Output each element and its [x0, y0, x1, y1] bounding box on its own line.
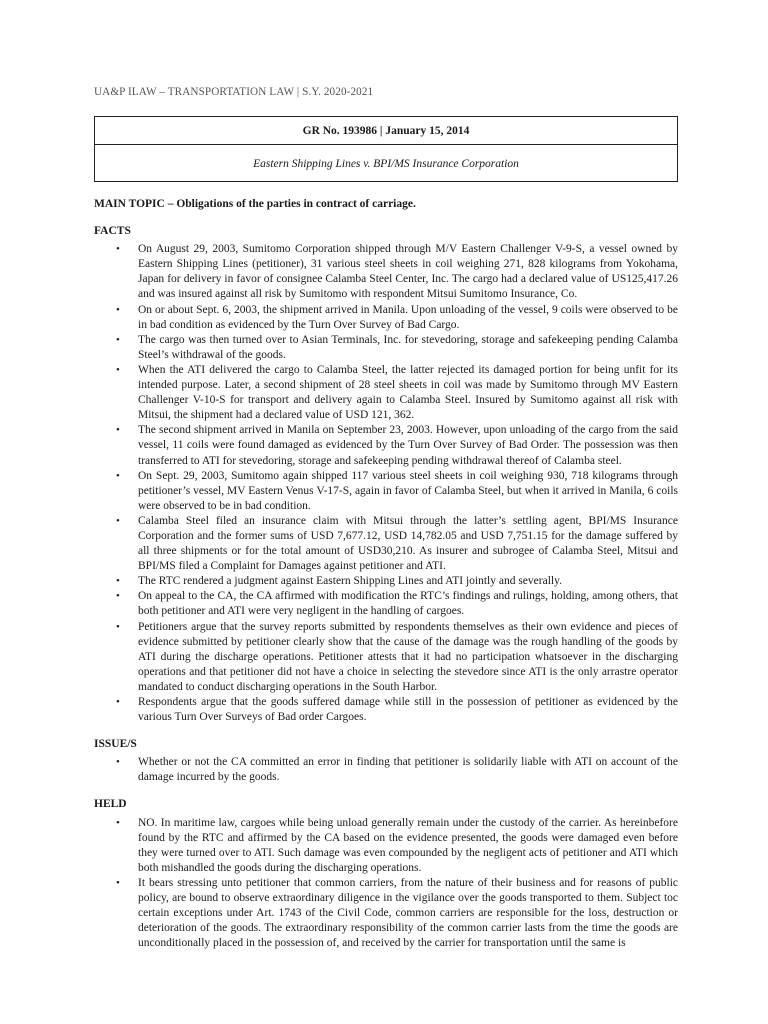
- bullet-icon: •: [116, 514, 120, 527]
- bullet-icon: •: [116, 363, 120, 376]
- list-item: [94, 363, 678, 423]
- case-caption-table: [94, 116, 678, 182]
- list-item: [94, 333, 678, 363]
- list-item-text: On Sept. 29, 2003, Sumitomo again shipped 117 various steel sheets in coil weighing 930, 718 kilograms through petitioner’s vessel, MV Eastern Venus V-17-S, again in favor of Calamba Steel, but when it arrived in Manila, 6 coils were observed to be in bad condition.: [138, 469, 678, 512]
- running-header: UA&P ILAW – TRANSPORTATION LAW | S.Y. 2020-2021: [94, 86, 374, 98]
- list-item-text: NO. In maritime law, cargoes while being unload generally remain under the custody of the carrier. As hereinbefore found by the RTC and affirmed by the CA based on the evidence presented, the goods were damaged even before they were turned over to ATI. Such damage was even compounded by the negligent acts of petitioner and ATI which both mishandled the goods during the discharging operations.: [138, 816, 678, 874]
- list-item-text: On August 29, 2003, Sumitomo Corporation shipped through M/V Eastern Challenger V-9-S, a vessel owned by Eastern Shipping Lines (petitioner), 31 various steel sheets in coil weighing 271, 828 kilograms from Yokohama, Japan for delivery in favor of consignee Calamba Steel Center, Inc. The cargo had a declared value of US125,417.26 and was insured against all risk by Sumitomo with respondent Mitsui Sumitomo Insurance, Co.: [138, 243, 678, 301]
- list-item: [94, 620, 678, 695]
- issues-list: [94, 755, 678, 785]
- list-item-text: Respondents argue that the goods suffered damage while still in the possession of petitioner as evidenced by the various Turn Over Surveys of Bad order Cargoes.: [138, 696, 678, 724]
- list-item: [94, 589, 678, 619]
- bullet-icon: •: [116, 333, 120, 346]
- main-topic: MAIN TOPIC – Obligations of the parties in contract of carriage.: [94, 198, 416, 210]
- list-item-text: Calamba Steel filed an insurance claim with Mitsui through the latter’s settling agent, BPI/MS Insurance Corporation and the former sums of USD 7,677.12, USD 14,782.05 and USD 7,751.15 for the damage suffered by all three shipments or for the total amount of USD30,210. As insurer and subrogee of Calamba Steel, Mitsui and BPI/MS filed a Complaint for Damages against petitioner and ATI.: [138, 514, 678, 573]
- list-item: [94, 695, 678, 725]
- list-item-text: On or about Sept. 6, 2003, the shipment arrived in Manila. Upon unloading of the vessel, 9 coils were observed to be in bad condition as evidenced by the Turn Over Survey of Bad Cargo.: [138, 303, 678, 331]
- held-list: [94, 816, 678, 952]
- list-item-text: When the ATI delivered the cargo to Calamba Steel, the latter rejected its damaged portion for being unfit for its intended purpose. Later, a second shipment of 28 steel sheets in coil was made by Sumitomo through MV Eastern Challenger V-10-S for transport and delivery again to Calamba Steel. Insured by Sumitomo against all risk with Mitsui, the shipment had a declared value of USD 121, 362.: [138, 363, 678, 422]
- bullet-icon: •: [116, 303, 120, 316]
- list-item: [94, 514, 678, 574]
- bullet-icon: •: [116, 876, 120, 889]
- facts-heading: FACTS: [94, 225, 131, 238]
- list-item: [94, 242, 678, 302]
- case-title: GR No. 193986 | January 15, 2014: [95, 117, 677, 145]
- list-item-text: The RTC rendered a judgment against Eastern Shipping Lines and ATI jointly and severally.: [138, 575, 562, 588]
- list-item: [94, 574, 678, 589]
- list-item: [94, 816, 678, 876]
- list-item-text: On appeal to the CA, the CA affirmed with modification the RTC’s findings and rulings, holding, among others, that both petitioner and ATI were very negligent in the handling of cargoes.: [138, 590, 678, 618]
- bullet-icon: •: [116, 575, 120, 588]
- bullet-icon: •: [116, 424, 120, 437]
- list-item: [94, 303, 678, 333]
- bullet-icon: •: [116, 590, 120, 603]
- issues-heading: ISSUE/S: [94, 738, 137, 751]
- list-item: [94, 755, 678, 785]
- bullet-icon: •: [116, 696, 120, 708]
- held-heading: HELD: [94, 798, 127, 811]
- bullet-icon: •: [116, 243, 120, 256]
- list-item: [94, 469, 678, 514]
- list-item-text: Petitioners argue that the survey reports submitted by respondents themselves as their own evidence and pieces of evidence submitted by petitioner clearly show that the cause of the damage was the rough handling of the goods by ATI during the discharge operations. Petitioner attests that it had no participation whatsoever in the discharging operations and that petitioner did not have a choice in selecting the stevedore since ATI is the only arrastre operator mandated to conduct discharging operations in the South Harbor.: [138, 620, 678, 693]
- bullet-icon: •: [116, 469, 120, 482]
- list-item: [94, 423, 678, 468]
- list-item: [94, 876, 678, 951]
- list-item-text: It bears stressing unto petitioner that common carriers, from the nature of their business and for reasons of public policy, are bound to observe extraordinary diligence in the vigilance over the goods transported to them. Subject toc certain exceptions under Art. 1743 of the Civil Code, common carriers are responsible for the loss, destruction or deterioration of the goods. The extraordinary responsibility of the common carrier lasts from the time the goods are unconditionally placed in the possession of, and received by the carrier for transportation until the same is: [138, 876, 678, 950]
- case-parties: Eastern Shipping Lines v. BPI/MS Insurance Corporation: [253, 158, 519, 170]
- bullet-icon: •: [116, 756, 120, 769]
- digest-body: [94, 197, 678, 963]
- list-item-text: Whether or not the CA committed an error in finding that petitioner is solidarily liable with ATI on account of the damage incurred by the goods.: [138, 756, 678, 784]
- bullet-icon: •: [116, 620, 120, 633]
- facts-list: [94, 242, 678, 725]
- bullet-icon: •: [116, 816, 120, 829]
- list-item-text: The second shipment arrived in Manila on September 23, 2003. However, upon unloading of the cargo from the said vessel, 11 coils were found damaged as evidenced by the Turn Over Survey of Bad Order. The possession was then transferred to ATI for stevedoring, storage and safekeeping pending withdrawal thereof of Calamba steel.: [138, 424, 678, 467]
- list-item-text: The cargo was then turned over to Asian Terminals, Inc. for stevedoring, storage and safekeeping pending Calamba Steel’s withdrawal of the goods.: [138, 333, 678, 361]
